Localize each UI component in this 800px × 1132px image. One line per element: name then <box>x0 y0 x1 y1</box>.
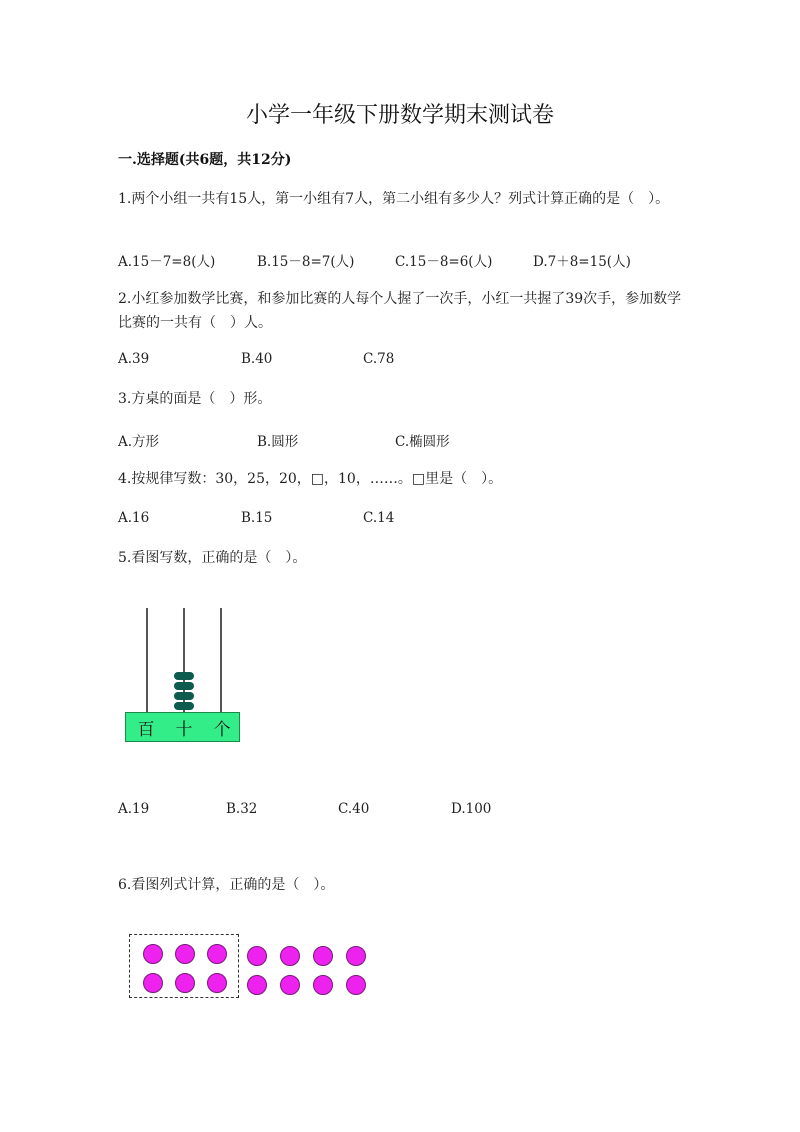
question-3: 3.方桌的面是（ ）形。 <box>118 391 272 407</box>
dot <box>346 946 366 966</box>
dot <box>313 975 333 995</box>
q2-option-b: B.40 <box>241 351 273 367</box>
abacus-label-hundreds: 百 <box>137 720 155 740</box>
abacus-bead <box>174 682 194 690</box>
abacus-rod-hundreds <box>146 608 148 712</box>
dot <box>280 975 300 995</box>
q4-option-b: B.15 <box>241 510 273 526</box>
dot <box>346 975 366 995</box>
abacus-bead <box>174 702 194 710</box>
q3-option-a: A.方形 <box>118 434 160 450</box>
dot <box>247 975 267 995</box>
q5-option-c: C.40 <box>338 801 370 817</box>
dot <box>175 973 195 993</box>
abacus-bead <box>174 692 194 700</box>
q2-option-a: A.39 <box>118 351 150 367</box>
dot <box>313 946 333 966</box>
abacus-label-ones: 个 <box>213 720 231 740</box>
q5-option-d: D.100 <box>451 801 492 817</box>
q1-option-a: A.15－7=8(人) <box>118 254 216 270</box>
section-heading: 一.选择题(共6题，共12分) <box>118 152 292 168</box>
question-6: 6.看图列式计算，正确的是（ ）。 <box>118 877 335 893</box>
dot <box>175 944 195 964</box>
dot <box>207 973 227 993</box>
question-1: 1.两个小组一共有15人，第一小组有7人，第二小组有多少人？列式计算正确的是（ ）。 <box>118 191 670 207</box>
dot <box>247 946 267 966</box>
abacus-bead <box>174 672 194 680</box>
q2-option-c: C.78 <box>363 351 395 367</box>
dot <box>143 973 163 993</box>
question-4: 4.按规律写数：30，25，20，□，10，……。□里是（ ）。 <box>118 471 503 487</box>
abacus-label-tens: 十 <box>175 720 193 740</box>
abacus-rod-ones <box>220 608 222 712</box>
q3-option-b: B.圆形 <box>257 434 299 450</box>
q4-option-a: A.16 <box>118 510 150 526</box>
dot <box>280 946 300 966</box>
q4-option-c: C.14 <box>363 510 395 526</box>
q3-option-c: C.椭圆形 <box>395 434 450 450</box>
question-5: 5.看图写数，正确的是（ ）。 <box>118 550 307 566</box>
q1-option-c: C.15－8=6(人) <box>395 254 493 270</box>
question-2: 2.小红参加数学比赛，和参加比赛的人每个人握了一次手，小红一共握了39次手，参加数学比赛的一共有（ ）人。 <box>118 291 682 331</box>
q1-option-b: B.15－8=7(人) <box>257 254 355 270</box>
q1-option-d: D.7＋8=15(人) <box>533 254 631 270</box>
q5-option-b: B.32 <box>226 801 258 817</box>
dot <box>143 944 163 964</box>
q5-option-a: A.19 <box>118 801 150 817</box>
page-title: 小学一年级下册数学期末测试卷 <box>245 103 554 128</box>
dot <box>207 944 227 964</box>
